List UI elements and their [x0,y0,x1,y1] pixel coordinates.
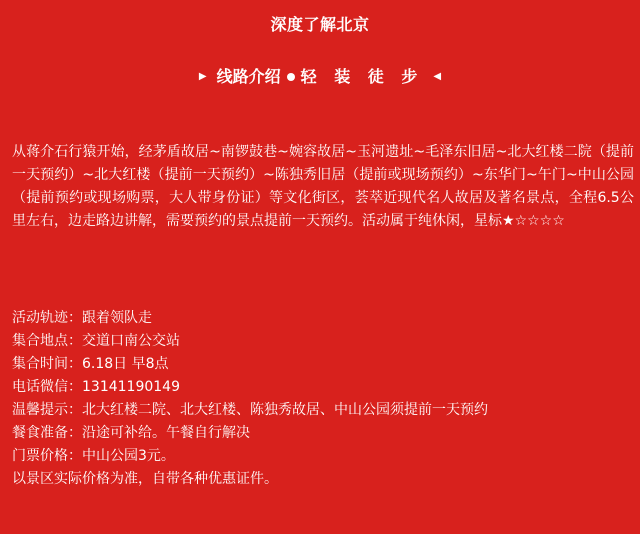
info-row-activity-track [12,307,634,330]
info-row-meeting-time [12,353,634,376]
info-label: 温馨提示： [12,402,82,418]
bullet-dot-icon [287,73,295,81]
info-value: 中山公园3元。 [82,448,175,464]
triangle-left-icon: ◀ [433,70,442,82]
info-value: 6.18日 早8点 [82,356,169,372]
route-label: 线路介绍 [216,67,281,86]
info-value: 交道口南公交站 [82,333,180,349]
info-row-ticket-price [12,445,634,468]
info-label: 集合时间： [12,356,82,372]
info-value: 北大红楼二院、北大红楼、陈独秀故居、中山公园须提前一天预约 [82,402,488,418]
info-row-phone-wechat [12,376,634,399]
info-label: 餐食准备： [12,425,82,441]
section-heading [0,65,640,90]
info-row-meeting-place [12,330,634,353]
info-row-reminder [12,399,634,422]
info-list [12,307,634,491]
info-label: 电话微信： [12,379,82,395]
info-label: 活动轨迹： [12,310,82,326]
intro-paragraph: 从蒋介石行猿开始，经茅盾故居~南锣鼓巷~婉容故居~玉河遗址~毛泽东旧居~北大红楼二院（提前一天预约）~北大红楼（提前一天预约）~陈独秀旧居（提前或现场预约）~东华门~午门~中山公园（提前预约或现场购票，大人带身份证）等文化街区，荟萃近现代名人故居及著名景点，全程6.5公里左右，边走路边讲解，需要预约的景点提前一天预约。活动属于纯休闲，星标★☆☆☆☆ [12,144,634,229]
info-value: 沿途可补给。午餐自行解决 [82,425,250,441]
triangle-right-icon: ▶ [198,70,207,82]
info-note: 以景区实际价格为准，自带各种优惠证件。 [12,471,278,487]
page-title: 深度了解北京 [270,15,370,34]
info-value: 跟着领队走 [82,310,152,326]
info-value: 13141190149 [82,379,180,395]
info-label: 门票价格： [12,448,82,464]
style-label: 轻 装 徒 步 [300,67,424,86]
info-label: 集合地点： [12,333,82,349]
info-row-meals [12,422,634,445]
